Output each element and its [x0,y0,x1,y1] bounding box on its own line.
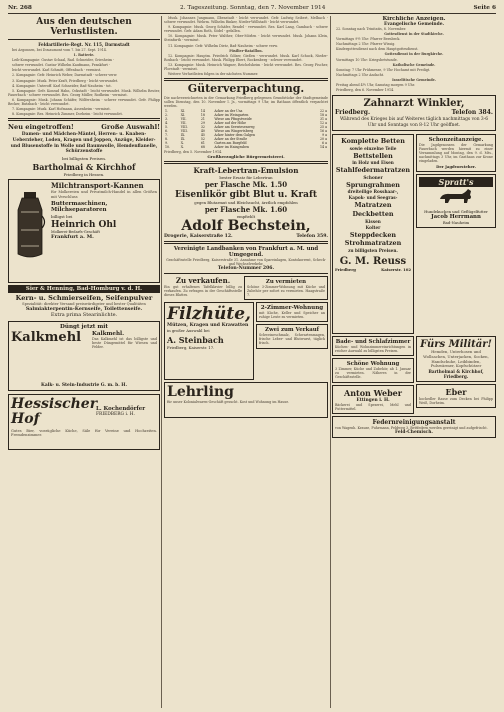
lease-cell: 14 a [320,144,327,149]
boar-text: hochedler Rasse zum Decken bei Philipp Weiß, Dorheim. [419,397,493,406]
lease-cell: XI. [180,112,186,117]
lease-cell: IX. [180,132,186,137]
hunting-title: Schonzeitanzeige. [428,137,484,144]
lease-cell: 10. [165,144,171,149]
hats-line-2: in großer Auswahl bei [167,328,210,334]
lease-cell: 29 [200,120,205,125]
beds-firm: G. M. Reuss [339,255,407,267]
spratts-firm: Jacob Herrmann [431,213,481,220]
new-arrivals-price: bei billigsten Preisen. [61,155,107,161]
milk-city: Frankfurt a. M. [51,234,94,241]
hats-big: Filzhüte, [167,304,251,325]
lease-cell: 3. [165,116,169,121]
lease-cell: Garten am Burgfeld [214,140,247,145]
beds-line: Schoner [363,174,383,180]
beds-line: Bettstellen [353,151,393,160]
lease-table [164,109,328,149]
church-title: Kirchliche Anzeigen. [382,16,446,22]
lease-cell: 52 [200,136,205,141]
beds-line: sowie einzelne Teile [349,145,397,151]
lease-cell: 14 [200,108,205,113]
lease-cell: 7. [165,132,169,137]
ironliquor-from: empfiehlt [236,213,256,219]
codliver-title: Kraft-Lebertran-Emulsion [193,165,299,175]
lease-cell: 45 [200,132,205,137]
spratts-sub: Hundekuchen und Geflügelfutter [424,208,488,214]
lease-cell: Acker an der Straße [214,136,248,141]
bartholmai-city: Friedberg in Hessen. [63,171,105,177]
lease-intro: Die nachverzeichneten in der Gemarkung Friedberg gelegenen Grundstücke der Stadtgemeinde sollen Dienstag, den 10. November l. Js., vormittags 9 Uhr, im Rathaus öffentlich verpachtet werden. [164,96,328,109]
hats-firm: A. Steinbach [167,335,224,346]
ironliquor-price: per Flasche Mk. 1.60 [204,204,288,214]
tolet-text: Schöne 3-Zimmer-Wohnung mit Küche und Zubehör per sofort zu vermieten. Haagstraße 7. [247,284,325,297]
lease-cell: X. [180,144,184,149]
lease-cell: IX. [180,136,186,141]
lease-cell: Acker am Seewiesenweg [214,124,255,129]
beds-city: Friedberg [335,266,356,272]
beds-line: Strohmatratzen [344,239,402,248]
dentist-ad [332,95,496,131]
lease-cell: 9. [165,140,169,145]
codliver-sub: bester Ersatz für Lebertran [219,174,273,180]
lease-cell: VII. [180,120,187,125]
beds-ad [332,134,414,334]
soap-body: Spezialität: direkter Versand preiswürdigster und bester Qualitäten [22,301,146,306]
lease-cell: 61 [200,140,205,145]
lease-cell: 12 a [320,120,327,125]
boar-ad [416,384,496,408]
spratts-ad [416,174,496,228]
dentist-title: Zahnarzt Winkler, [363,98,465,110]
milk-can-illustration [12,190,48,260]
apprentice-ad [164,382,328,418]
lease-cell: XI. [180,108,186,113]
dog-icon [436,187,476,205]
lease-cell: 18 [200,112,205,117]
lease-cell: VIII. [180,128,188,133]
milk-body: für Molkereien und Privatmilch-Handel in allen Größen mit Verschluss [51,190,157,199]
lease-cell: X. [180,140,184,145]
hotel-name: Hessischer Hof [11,395,98,427]
hunting-notice [416,134,496,171]
paper-dateline: 2. Tageszeitung. Sonntag, den 7. November 1914 [180,5,326,11]
lease-cell: Wiese am Wingertsberg [214,128,254,133]
lease-cell: Wiese am Pfingstweide [214,116,252,121]
lease-cell: Acker an der Usa [214,108,243,113]
milk-cans-ad [8,179,160,283]
lease-cell: 2. [165,112,169,117]
lime-firm: Kalk- u. Stein-Industrie G. m. b. H. [41,382,127,388]
ironliquor-title: Eisenlikör gibt Blut u. Kraft [175,189,317,200]
lease-cell: 6. [165,128,169,133]
flat2-head: Schöne Wohnung [346,361,400,368]
weber-text: Bäckerei und Spezerei, Mehl und Futtermittel. [335,402,411,411]
hotel-city: FRIEDBERG i. H. [96,412,135,418]
lease-cell: 9 a [322,132,327,137]
lease-cell: VII. [180,116,187,121]
bartholmai-firm: Bartholmai & Kirchhof [32,161,136,172]
weber-ad [332,385,414,414]
feathers-head: Federnreinigungsanstalt [372,418,456,426]
lease-cell: 25 a [320,124,327,129]
hotel-ad [8,394,160,450]
beds-line: Stahlfedermatratzen [335,166,411,175]
lime-body: Das Kalkmehl ist das billigste und beste Düngemittel für Wiesen und Felder. [92,336,157,349]
lease-date: Friedberg, den 5. November 1914. [164,149,223,154]
church-sub: Evangelische Gemeinde. [383,22,445,27]
milk-can-icon [12,190,48,260]
feathers-text: von Wagenh. Krause, Fuhrmann, Feldweg 3. Bettfedern werden gereinigt und aufgefrischt. [335,425,488,430]
milk-firm: Heinrich Ohl [51,220,117,231]
ironliquor-body: gegen Blutarmut und Bleichsucht, ärztlich empfohlen [194,199,298,205]
milk-firm-sub: Molkerei-Bedarfs-Geschäft [51,230,100,235]
lime-big-word: Kalkmehl [11,329,82,345]
drugstore-firm: Adolf Bechstein, [181,217,311,234]
lease-cell: 40 [200,128,205,133]
furniture-text: Küchen- und Wohnzimmereinrichtungen in reicher Auswahl zu billigsten Preisen. [335,345,411,354]
dentist-city: Friedberg. [335,109,371,117]
milk-sub: Buttermaschinen, Milchseparatoren [51,201,108,214]
furniture-ad [332,336,414,356]
lease-cell: Acker im Haingraben [214,144,250,149]
lease-cell: 1. [165,108,169,113]
military-ad [416,336,496,382]
military-title: Fürs Militär! [420,339,492,351]
feathers-ad [332,416,496,438]
hunting-sign: Der Jagdvorsteher. [436,163,476,169]
column-3 [332,16,496,710]
lease-cell: 6 a [322,140,327,145]
spratts-title: Spratt's [419,177,493,187]
lime-word: Kalkmehl. [92,330,125,337]
spratts-addr: Bad-Nauheim [442,219,470,225]
apprentice-big: Lehrling [167,384,234,401]
new-arrivals-banner: Neu eingetroffen! Große Auswahl! [8,123,160,132]
weber-sub: Ettingen i. H. [356,397,390,403]
feathers-sign: Feld-Chemisch. [395,429,433,435]
beds-line: Kapok- und Seegras- [348,195,398,201]
codliver-price: per Flasche Mk. 1.50 [204,179,288,189]
column-1 [8,16,160,710]
boar-head: Eber [445,387,467,398]
flat2-text: 3 Zimmer, Küche und Zubehör, ab 1. Januar zu vermieten. Näheres in der Geschäftsstelle. [335,367,411,380]
lease-cell: 8. [165,136,169,141]
milk-title: Milchtransport-Kannen [51,180,144,190]
lease-office: Großherzogliche Bürgermeisterei. [207,153,285,159]
beds-line: Komplette Betten [341,137,405,146]
flat2-ad [332,358,414,382]
beds-line: in Holz und Eisen [352,160,394,166]
lease-cell: 68 [200,144,205,149]
hats-line-1: Mützen, Kragen und Krawatten [167,323,249,329]
losses-title: Aus den deutschen Verlustlisten. [36,17,132,37]
forsale-text: Ein gut erhaltenes Tafelklavier billig zu verkaufen. Zu erfragen in der Geschäftsstelle dieses Blattes. [164,284,242,297]
issue-number: Nr. 268 [8,5,32,11]
dentist-tel: Telefon 384. [451,109,493,117]
military-firm: Bartholmai & Kirchhof, Friedberg. [428,369,484,380]
weber-head: Anton Weber [344,387,402,398]
lime-ad [8,321,160,391]
lime-head: Düngt jetzt mit [60,323,108,330]
losses-continued: Musk. Johannes Jungmann, Ilbenstadt - leicht verwundet. Gefr. Ludwig Seibert, Melbach - schwer verwundet. Wehrm. Wilhelm Rinker, Nieder-Wöllstadt - leicht verwundet. 9. Kompagnie: Musk. Georg Schäfer, Rendel - verwundet. Res. Karl Lang, Gambach - schwer verwundet. Gefr. Adam Roth, Södel - gefallen. 10. Kompagnie: Musk. Peter Walther, Ober-Mörlen - leicht verwundet. Musk. Johann Klein, Steinfurth - vermisst. 11. Kompagnie: Gefr. Wilhelm Dietz, Bad-Nauheim - schwer verw. Füsilier-Bataillon. 12. Kompagnie: Hauptm. Friedrich Gölzer, Gießen - verwundet. Musk. Karl Schuck, Nieder-Rosbach - leicht verwundet. Musk. Philipp Ebert, Rockenberg - schwer verwundet. 13. Kompagnie: Musk. Heinrich Wagner, Reichelsheim - leicht verwundet. Res. Georg Fischer, Florstadt - vermisst. Weitere Verlustlisten folgen in der nächsten Nummer. [164,16,328,77]
beds-line: Steppdecken [349,230,397,239]
bank-tel: Telefon-Nummer 206. [217,265,275,271]
page-header [8,3,496,14]
beds-line: Matratzen [354,201,392,210]
lease-cell: Acker auf der Höhe [214,120,247,125]
beds-addr: Kaiserstr. 102 [381,266,411,272]
beds-line: Kolter [365,224,381,230]
forsale-head: Zu verkaufen. [175,275,231,285]
tolet-head: Zu vermieten [265,278,307,285]
hotel-body: Gutes Bier, vorzügliche Küche, Säle für Vereine und Hochzeiten. Fremdenzimmer. [11,428,157,438]
lease-cell: 4. [165,120,169,125]
lease-cell: Acker hinter dem Galgen [214,132,255,137]
lease-cell: VIII. [180,124,188,129]
soap-sub: Salmiakterpentin-Kernseife, Toilettenseife. [25,305,143,312]
soap-price: Extra prima Stearinlichte. [50,311,118,318]
lease-cell: 16 a [320,128,327,133]
bank-title: Vereinigte Landbanken von Frankfurt a. M. und Umgegend. [173,245,319,258]
new-arrivals-body: Damen- und Mädchen-Mäntel, Herren- u. Knaben-Ueberzieher, Loden, Kragen und Joppen, Anzüge, Kleider- und Blusenstoffe in Wolle und Baumwolle, Hemdenflanelle, Schürzenstoffe [10,132,158,155]
hats-ad [164,302,254,380]
drugstore-addr: Drogerie, Kaiserstraße 12. [164,233,233,239]
military-body: Hemden, Unterhosen und Wollsachen, Unterjacken, Socken, Handschuhe, Leibbinden, Pulswärmer, Kopfschützer [423,349,489,369]
hotel-owner: L. Kochendörfer [96,406,146,413]
furniture-title: Bade- und Schlafzimmer [335,339,411,346]
pig-head: Zwei zum Verkauf [265,327,319,334]
bank-body: Geschäftsstelle Friedberg, Kaiserstraße 31. Annahme von Spareinlagen, Kontokorrent, Scheck- und Wechselverkehr. [166,257,326,266]
lease-cell: 22 a [320,108,327,113]
beds-line: zu billigsten Preisen. [348,247,398,253]
apprentice-text: für unser Kolonialwaren-Geschäft gesucht. Kost und Wohnung im Hause. [167,400,290,405]
milk-price: billigst bei [51,214,73,220]
lease-cell: Acker im Weingarten [214,112,249,117]
beds-line: Deckbetten [352,210,394,218]
pig-text: Schweineschmalz, Schwartenmagen, frische Leber- und Blutwurst, täglich frisch. [258,333,325,346]
soap-title: Kern- u. Schmierseifen, Seifenpulver [15,293,153,302]
flat-head: 2-Zimmer-Wohnung [260,305,324,312]
page-number: Seite 6 [473,5,496,11]
hats-addr: Friedberg, Kaiserstr. 17. [167,345,215,351]
lease-cell: 18 a [320,112,327,117]
beds-line: Sprungrahmen [346,180,400,189]
column-2 [164,16,328,710]
lease-cell: 21 [200,116,205,121]
beds-line: Kissen [365,218,381,224]
lease-cell: 32 [200,124,205,129]
losses-text: bei Argonnen, bei Douaumont vom 7. bis 27. Sept. 1914. 1. Batterie. Leib-Kompagnie: Gustav Schaal, Rad. Schneider, Griesheim - schwer verwundet. Gustav Wilhelm Kaufmann, Frankfurt - leicht verwundet. Karl Schmitt, Offenbach - vermisst. 2. Kompagnie: Gefr. Heinrich Weber, Darmstadt - schwer verw. 3. Kompagnie: Musk. Peter Kraft, Friedberg - leicht verwundet. 4. Kompagnie: Unteroff. Karl Schneider, Bad-Nauheim - tot. 5. Kompagnie: Gefr. Konrad Hahn, Ockstadt - leicht verwundet. Musk. Wilhelm Reuter, Fauerbach - schwer verwundet. Res. Georg Müller, Rodheim - vermisst. 6. Kompagnie: Musk. Johann Schäfer, Wölfersheim - schwer verwundet. Gefr. Philipp Becker, Butzbach - leicht verwundet. 7. Kompagnie: Musk. Karl Hofmann, Assenheim - vermisst. 8. Kompagnie: Res. Heinrich Zimmer, Dorheim - leicht verwundet. [8,48,160,117]
dentist-body: Während des Krieges bis auf Weiteres täglich nachmittags von 3-6 Uhr und Sonntags von 8-12 Uhr geöffnet. [339,117,488,128]
lease-title: Güterverpachtung. [187,82,305,96]
regiment-heading: Feldartillerie-Regt. Nr. 115, Darmstadt [38,42,130,47]
lease-cell: 5. [165,124,169,129]
lease-cell: 31 a [320,116,327,121]
flat-text: mit Küche, Keller und Speicher an ruhige Leute zu vermieten. [258,311,325,320]
drugstore-tel: Telefon 359. [296,233,328,239]
beds-line: dreiteilige Rosshaar-, [347,189,399,195]
hunting-text: Die Jagdgenossen der Gemarkung Fauerbach werden hiermit zu einer Versammlung auf Montag, den 9. d. Mts., nachmittags 3 Uhr, im Gasthaus zur Krone eingeladen. [419,143,493,164]
church-text: 22. Sonntag nach Trinitatis, 8. November. Gottesdienst in der Stadtkirche. Vormittags 9½ Uhr: Pfarrer Bernbeck. Nachmittags 2 Uhr: Pfarrer Wissig. Kindergottesdienst nach dem Hauptgottesdienst. Gottesdienst in der Burgkirche. Vormittags 10 Uhr: Kriegsbetstunde. Katholische Gemeinde. Sonntag: 7 Uhr Frühmesse, 9 Uhr Hochamt mit Predigt. Nachmittags 2 Uhr Andacht. Israelitische Gemeinde. Freitag abend 4½ Uhr, Samstag morgen 9 Uhr. Friedberg, den 6. November 1914. [336,27,444,93]
lease-cell: 20 a [320,136,327,141]
lease-row [164,145,328,149]
soap-firm-bar: Sier & Henning, Bad-Homburg v. d. H. [8,285,160,293]
